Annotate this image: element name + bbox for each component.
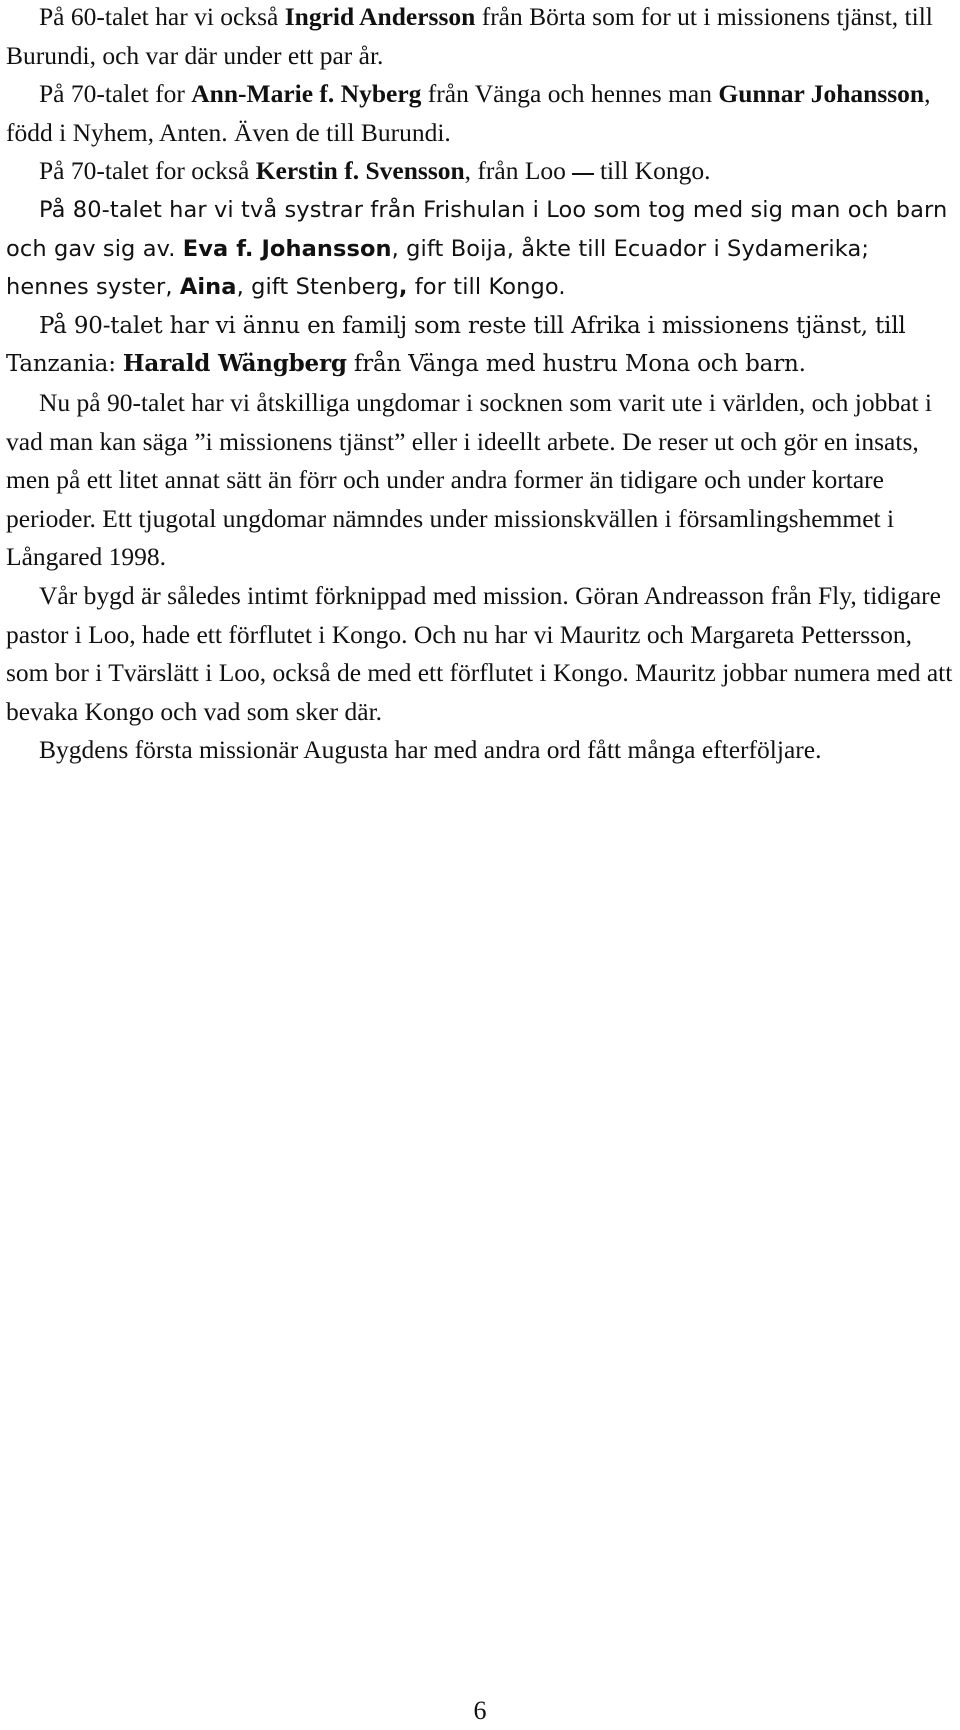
paragraph-closing <box>6 731 954 770</box>
paragraph-kerstin-svensson <box>6 152 954 191</box>
text-run: till Kongo. <box>599 156 711 186</box>
paragraph-youth-abroad <box>6 384 954 577</box>
paragraph-ingrid-andersson <box>6 0 954 75</box>
text-run: for till Kongo. <box>407 274 566 301</box>
bold-comma: , <box>398 274 408 301</box>
text-run: På 90-talet har vi ännu en familj som reste till Afrika i missionens tjänst, till Tanzania: <box>6 312 906 378</box>
text-run: På 70-talet for också <box>39 156 256 186</box>
bold-name-aina: Aina <box>179 274 237 301</box>
text-run: , gift Stenberg <box>236 274 399 301</box>
text-run: På 60-talet har vi också <box>39 2 285 31</box>
text-run: , född i Nyhem, Anten. Även de till Burundi. <box>6 79 931 147</box>
paragraph-ann-marie-nyberg <box>6 75 954 152</box>
text-run: från Vänga med hustru Mona och barn. <box>346 351 806 378</box>
paragraph-harald-wangberg <box>6 307 954 384</box>
paragraph-mission-heritage <box>6 577 954 731</box>
text-run: På 80-talet har vi två systrar från Frishulan i Loo som tog med sig man och barn och gav sig av. <box>6 196 948 262</box>
bold-name-ann-marie-nyberg: Ann-Marie f. Nyberg <box>191 79 422 109</box>
text-run: Bygdens första missionär Augusta har med andra ord fått många efterföljare. <box>39 735 822 765</box>
text-run: Nu på 90-talet har vi åtskilliga ungdomar i socknen som varit ute i världen, och jobbat i vad man kan säga ”i missionens tjänst” eller i ideellt arbete. De reser ut och gör en insats, men på ett litet annat sätt än förr och under andra former än tidigare och under kortare perioder. Ett tjugotal ungdomar nämndes under missionskvällen i församlingshemmet i Långared 1998. <box>6 387 932 572</box>
bold-name-ingrid-andersson: Ingrid Andersson <box>284 2 476 31</box>
text-run: , gift Boija, åkte till Ecuador i Sydamerika; hennes syster, <box>6 235 870 301</box>
paragraph-frishulan-sisters <box>6 191 954 307</box>
text-run: , från Loo <box>464 156 566 186</box>
text-run: från Börta som for ut i missionens tjänst, till Burundi, och var där under ett par år. <box>6 2 933 70</box>
dash-mark <box>572 173 594 175</box>
text-run: På 70-talet for <box>39 79 192 109</box>
page-number: 6 <box>473 1696 487 1725</box>
bold-name-gunnar-johansson: Gunnar Johansson <box>718 79 925 109</box>
text-run: från Vänga och hennes man <box>421 79 719 109</box>
bold-name-kerstin-svensson: Kerstin f. Svensson <box>255 156 465 186</box>
bold-name-eva-johansson: Eva f. Johansson <box>182 235 392 262</box>
text-run: Vår bygd är således intimt förknippad med mission. Göran Andreasson från Fly, tidigare pastor i Loo, hade ett förflutet i Kongo. Och nu har vi Mauritz och Margareta Pettersson, som bor i Tvärslätt i Loo, också de med ett förflutet i Kongo. Mauritz jobbar numera med att bevaka Kongo och vad som sker där. <box>6 580 953 726</box>
bold-name-harald-wangberg: Harald Wängberg <box>122 350 347 378</box>
body-text <box>6 0 954 770</box>
